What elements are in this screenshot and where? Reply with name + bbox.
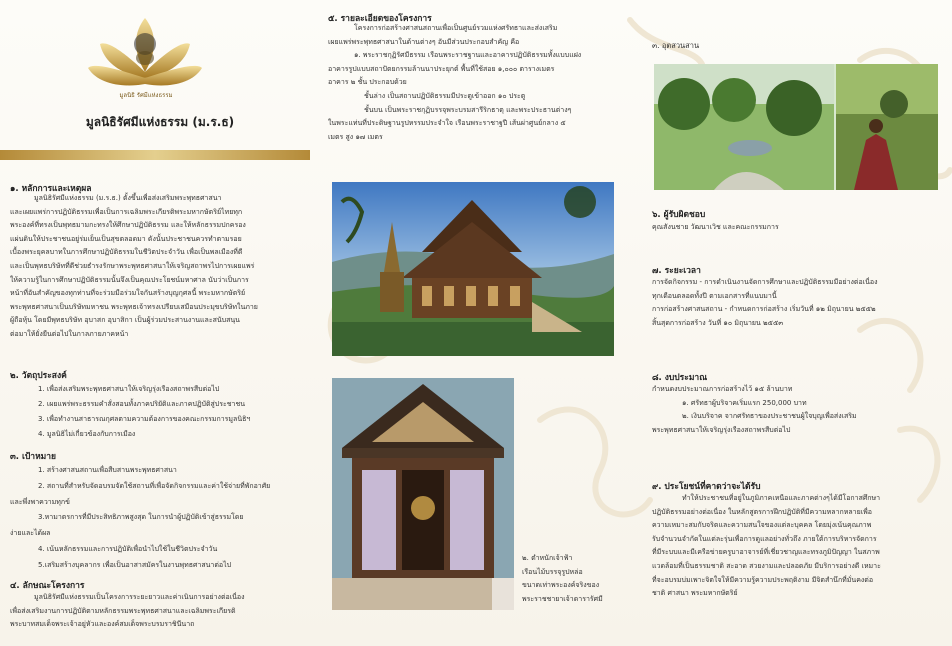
body-line: ๑. ศรัทธาผู้บริจาคเริ่มแรก 250,000 บาท	[682, 398, 807, 407]
section-9-title: ๙. ประโยชน์ที่คาดว่าจะได้รับ	[652, 482, 761, 492]
body-line: กำหนดงบประมาณการก่อสร้างไว้ ๑๕ ล้านบาท	[652, 385, 793, 393]
list-item: 4. มูลนิธิไม่เกี่ยวข้องกับการเมือง	[38, 430, 136, 438]
section-7-body	[652, 276, 948, 330]
section-4-title: ๔. ลักษณะโครงการ	[10, 581, 85, 591]
section-4-body	[10, 591, 306, 632]
list-item: 3. เพื่อทำงานสาธารณกุศลตามความต้องการของคณะกรรมการมูลนิธิฯ	[38, 415, 251, 423]
body-line: ปฏิบัติธรรมอย่างต่อเนื่อง ในหลักสูตรการฝึกปฏิบัติที่มีความหลากหลายเพื่อ	[652, 507, 872, 516]
body-line: และเป็นพุทธบริษัทที่ดีช่วยธำรงรักษาพระพุทธศาสนาให้เจริญสถาพรไปการเผยแพร่	[10, 261, 255, 270]
logo-text: มูลนิธิ รัศมีแห่งธรรม	[119, 92, 173, 99]
section-3-label: ๓. อุตสวนสาน	[652, 41, 700, 50]
garden-photo	[654, 64, 938, 190]
caption-line: เรือนไม้บรรจุรูปหล่อ	[522, 567, 583, 576]
body-line: ชั้นบน เป็นพระราชกุฏิบรรจุพระบรมสารีริกธาตุ และพระประธานต่างๆ	[364, 105, 572, 114]
foundation-logo	[86, 14, 204, 100]
list-item: 3.หามาตรการที่มีประสิทธิภาพสูงสุด ในการนำผู้ปฏิบัติเข้าสู่ธรรมโดย	[38, 513, 244, 522]
caption-line: ขนาดเท่าพระองค์จริงของ	[522, 581, 600, 589]
body-line: และเผยแพร่การปฏิบัติธรรมเพื่อเป็นการเฉลิมพระเกียรติพระมหากษัตริย์ไทยทุก	[10, 207, 243, 216]
body-line: สิ้นสุดการก่อสร้าง วันที่ ๑๐ มิถุนายน ๒๕๕๓	[652, 318, 784, 327]
body-line: อาคารรูปแบบสถาปัตยกรรมล้านนาประยุกต์ พื้นที่ใช้สอย ๑,๐๐๐ ตารางเมตร	[328, 64, 555, 73]
section-3-title: ๓. เป้าหมาย	[10, 452, 57, 462]
section-9-body	[652, 492, 948, 601]
body-line: เบื้องพระยุคลบาทในการศึกษาปฏิบัติธรรมในชีวิตประจำวัน เพื่อเป็นพลเมืองที่ดี	[10, 248, 243, 257]
body-line: ความเหมาะสมกับจริตและความสนใจของแต่ละบุคคล โดยมุ่งเน้นคุณภาพ	[652, 521, 872, 530]
body-line: การก่อสร้างศาสนสถาน - กำหนดการก่อสร้าง เริ่มวันที่ ๑๒ มิถุนายน ๒๕๕๒	[652, 305, 876, 314]
body-line: แผ่นดินให้ประชาชนอยู่ร่มเย็นเป็นสุขตลอดมา ดังนั้นประชาชนควรทำตามรอย	[10, 234, 242, 243]
body-line: พระองค์ที่ทรงเป็นพุทธมามกะทรงให้ศึกษาปฏิบัติธรรม และให้หลักธรรมปกครอง	[10, 221, 246, 230]
section-7-title: ๗. ระยะเวลา	[652, 266, 701, 276]
list-item: 2. สถานที่สำหรับจัดอบรมจัดใช้สถานที่เพื่อจัดกิจกรรมและค่าใช้จ่ายที่พักอาศัย	[38, 481, 271, 490]
section-5-body	[328, 22, 628, 144]
column-left	[0, 0, 310, 646]
caption-line: ๒. ตำหนักเจ้าฟ้า	[522, 554, 573, 562]
list-item: 2. เผยแพร่พระธรรมคำสั่งสอนทั้งภาคปริยัติและภาคปฏิบัติสู่ประชาชน	[38, 400, 245, 408]
body-line: พระบาทสมเด็จพระเจ้าอยู่หัวและองค์สมเด็จพระบรมราชินีนาถ	[10, 620, 195, 629]
body-line: การจัดกิจกรรม - การดำเนินงานจัดการศึกษาและปฏิบัติธรรมมีอย่างต่อเนื่อง	[652, 278, 878, 286]
body-line: พระพุทธศาสนาเป็นบริษัทมหาชน พระพุทธเจ้าทรงเปรียบเสมือนประมุขบริษัทในภาย	[10, 302, 258, 311]
body-line: เพื่อส่งเสริมงานการปฏิบัติตามหลักธรรมพระพุทธศาสนาและเฉลิมพระเกียรติ	[10, 606, 236, 615]
section-5-title: ๕. รายละเอียดของโครงการ	[328, 14, 432, 24]
body-line: เมตร สูง ๑๗ เมตร	[328, 132, 383, 141]
body-line: ชั้นล่าง เป็นสถานปฏิบัติธรรมมีประตูเข้าออก ๑๐ ประตู	[364, 91, 526, 100]
body-line: ผู้ถือหุ้น โดยมีพุทธบริษัท อุบาสก อุบาสิกา เป็นผู้ร่วมประสานงานและสนับสนุน	[10, 316, 240, 325]
photo-caption-2	[522, 552, 626, 606]
section-1-body	[10, 192, 306, 342]
body-line: พระพุทธศาสนาให้เจริญรุ่งเรืองสถาพรสืบต่อไป	[652, 425, 791, 434]
section-2-title: ๒. วัตถุประสงค์	[10, 371, 67, 381]
section-8-title: ๘. งบประมาณ	[652, 373, 708, 383]
body-line: ทุกเดือนตลอดทั้งปี ตามเอกสารที่แนบมานี้	[652, 291, 777, 300]
section-8-body	[652, 383, 948, 437]
body-line: แวดล้อมที่เป็นธรรมชาติ สะอาด สวยงามและปลอดภัย มีบริการอย่างดี เหมาะ	[652, 561, 881, 570]
list-item: ง่ายและได้ผล	[10, 529, 51, 538]
section-1-title: ๑. หลักการและเหตุผล	[10, 184, 92, 194]
list-item: และพึ่งพาความทุกข์	[10, 497, 70, 506]
body-line: รับจำนวนจำกัดในแต่ละรุ่นเพื่อการดูแลอย่างทั่วถึง ภายใต้การบริหารจัดการ	[652, 534, 877, 543]
caption-line: พระราชชายาเจ้าดารารัศมี	[522, 594, 603, 603]
pavilion-photo	[332, 378, 514, 610]
gold-band	[0, 150, 310, 160]
body-line: เผยแพร่พระพุทธศาสนาในด้านต่างๆ อันมีส่วนประกอบสำคัญ คือ	[328, 37, 520, 46]
section-6-title: ๖. ผู้รับผิดชอบ	[652, 210, 706, 220]
column-right	[640, 0, 952, 646]
temple-illustration	[332, 182, 614, 356]
body-line: ให้ความรู้ในการศึกษาปฏิบัติธรรมนั้นจึงเป็นคุณประโยชน์มหาศาล นับว่าเป็นการ	[10, 275, 249, 284]
body-line: มูลนิธิรัศมีแห่งธรรม (ม.ร.ธ.) ตั้งขึ้นเพื่อส่งเสริมพระพุทธศาสนา	[34, 194, 222, 202]
body-line: ต่อมาให้ยั่งยืนต่อไปในกาลภายภาคหน้า	[10, 329, 129, 338]
body-line: ๑. พระราชกุฏิรัศมีธรรม เรือนพระราชฐานและอาคารปฏิบัติธรรมทั้งแบบแฝง	[354, 51, 582, 60]
list-item: 5.เสริมสร้างบุคลากร เพื่อเป็นอาสาสมัครในงานพุทธศาสนาต่อไป	[38, 560, 232, 569]
body-line: ชาติ ศาสนา พระมหากษัตริย์	[652, 589, 738, 598]
list-item: 1. เพื่อส่งเสริมพระพุทธศาสนาให้เจริญรุ่งเรืองสถาพรสืบต่อไป	[38, 385, 220, 393]
section-6-text: คุณสังนชาย วัฒนาเวิช และคณะกรรมการ	[652, 223, 779, 231]
column-middle	[318, 0, 636, 646]
body-line: อาคาร ๒ ชั้น ประกอบด้วย	[328, 78, 407, 87]
body-line: โครงการก่อสร้างศาสนสถานเพื่อเป็นศูนย์รวมแห่งศรัทธาและส่งเสริม	[354, 24, 558, 32]
body-line: ที่มีระบบและมีเครือข่ายครูบาอาจารย์ที่เชี่ยวชาญและทรงภูมิปัญญา ในสภาพ	[652, 548, 880, 557]
body-line: ทำให้ประชาชนที่อยู่ในภูมิภาคเหนือและภาคต่างๆได้มีโอกาสศึกษา	[682, 494, 881, 502]
body-line: มูลนิธิรัศมีแห่งธรรมเป็นโครงการระยะยาวและค่าเนินการอย่างต่อเนื่อง	[34, 593, 245, 601]
organization-title: มูลนิธิรัศมีแห่งธรรม (ม.ร.ธ)	[85, 115, 235, 129]
body-line: ในพระแท่นที่ประดิษฐานรูปหรรมประจำใจ เรือนพระราชาฐปี เส้นผ่าศูนย์กลาง ๕	[328, 119, 566, 128]
list-item: 4. เน้นหลักธรรมและการปฏิบัติเพื่อนำไปใช้ในชีวิตประจำวัน	[38, 545, 218, 553]
list-item: 1. สร้างศาสนสถานเพื่อสืบสานพระพุทธศาสนา	[38, 466, 177, 474]
body-line: หน้าที่อันสำคัญของทุกท่านที่จะร่วมมือร่วมใจกันสร้างบุญกุศลนี้ พระมหากษัตริย์	[10, 289, 246, 298]
body-line: ๒. เงินบริจาค จากศรัทธาของประชาชนผู้ใจบุญเพื่อส่งเสริม	[682, 412, 857, 421]
body-line: ที่จะอบรมบ่มเพาะจิตใจให้มีความรู้ความประพฤติงาม มีจิตสำนึกที่มั่นคงต่อ	[652, 575, 874, 584]
